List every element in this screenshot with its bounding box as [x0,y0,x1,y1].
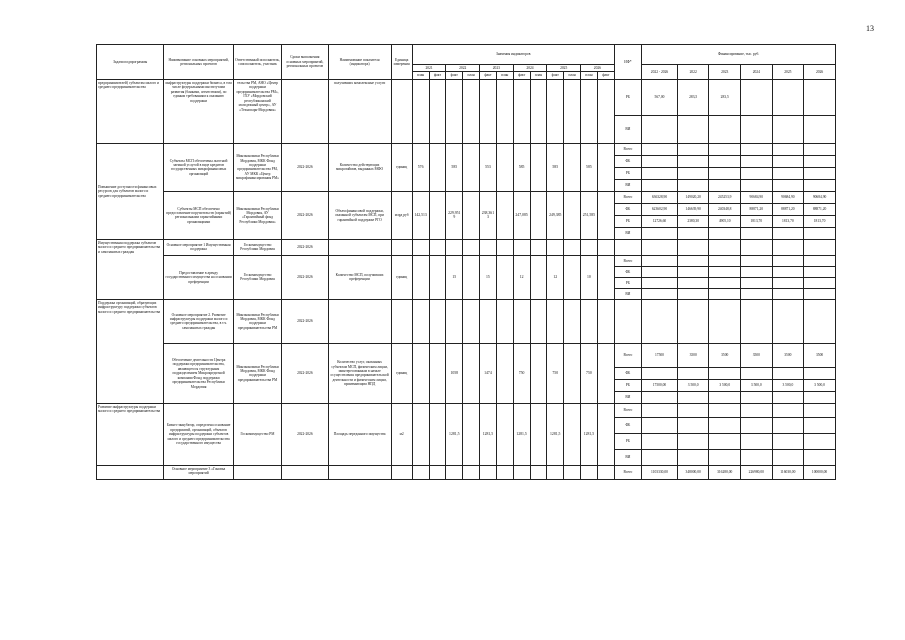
value-cell: 15 [480,255,497,299]
fin-cell: 146639,90 [677,203,709,215]
value-cell: 585 [446,143,463,191]
source-cell: Всего [614,403,641,417]
fin-cell: 3 500,0 [804,379,836,391]
fin-cell: 90684,90 [772,191,804,203]
sub-plan: план [463,72,480,79]
value-cell [597,343,614,403]
terms-cell: 2022-2026 [282,403,328,465]
event-cell: Обеспечение деятельности Центра поддержки предпринимательства, являющегося структурным подразделением Микрокредитной компании Фонд поддержки предпринимательства Республики Мордовия [164,343,233,403]
value-cell [496,343,513,403]
fin-cell: 116030,00 [772,465,804,479]
value-cell [597,191,614,239]
event-cell: Субъекты МСП обеспечены льготной заемной услугой в виде кредитов государственных микрофинансовых организаций [164,143,233,191]
resp-cell: Госкомимущество РМ [233,403,281,465]
fin-cell: 283,5 [677,79,709,115]
page-number: 13 [866,24,874,33]
source-cell: ВИ [614,179,641,191]
fin-cell: 1103330,00 [642,465,678,479]
fin-cell: 3500 [804,343,836,367]
value-cell: 1474 [480,343,497,403]
source-cell: ФБ [614,266,641,277]
source-cell: Всего [614,343,641,367]
unit-cell: единиц [391,255,412,299]
header-source: ИФ* [614,45,641,80]
fin-cell: 245253,9 [709,191,741,203]
value-cell [564,143,581,191]
task-cell: предпринимателей) субъектам малого и среднего предпринимательства [97,79,164,143]
fin-cell: 88871,20 [804,203,836,215]
sub-plan: план [412,72,429,79]
source-cell: ВИ [614,391,641,403]
value-cell [412,403,429,465]
fin-cell: 3500 [772,343,804,367]
value-cell [412,343,429,403]
unit-cell: м2 [391,403,412,465]
resp-cell: Госкомимущество Республики Мордовия [233,239,281,255]
header-task: Задачи подпрограммы [97,45,164,80]
sub-plan: план [530,72,547,79]
sub-plan: план [496,72,513,79]
indicator-cell: Количество услуг, оказанных субъектам МСП, физическим лицам, заинтересованным в начале осуществления предпринимательской деятельности и физическим лицам, применяющим НПД [328,343,391,403]
source-cell: РБ [614,379,641,391]
value-cell [463,191,480,239]
source-cell: ФБ [614,417,641,433]
value-cell: 585 [513,143,530,191]
value-cell: 249,385 [547,191,564,239]
value-cell: 247,085 [513,191,530,239]
source-cell: Всего [614,143,641,155]
resp-cell: Минэкономики Республики Мордовия, МКК Фонд поддержки предпринимательства РМ [233,343,281,403]
value-cell [597,143,614,191]
indicator-cell: Количество МСП, получивших преференции [328,255,391,299]
event-cell: Бизнес-инкубатор, определена основание предприятий, организаций, объектов инфраструктуры поддержки субъектов малого и среднего предпринимательства государственного имущества [164,403,233,465]
value-cell [429,343,446,403]
task-cell: Поддержка организаций, образующих инфраструктуру поддержки субъектов малого и среднего предпринимательства [97,299,164,403]
value-cell [496,255,513,299]
sub-fact: факт [597,72,614,79]
fin-cell: 567,00 [642,79,678,115]
fin-year: 2024 [741,65,773,80]
fin-cell: 4905,10 [709,215,741,227]
indicator-cell: получивших комплексные услуги [328,79,391,143]
value-cell: 238,3613 [480,191,497,239]
fin-year: 2023 [709,65,741,80]
value-cell [429,143,446,191]
fin-cell: 3 500,0 [677,379,709,391]
value-cell: 12 [547,255,564,299]
task-cell: Развитие инфраструктуры поддержки малого и среднего предпринимательства [97,403,164,465]
event-cell: инфраструктуры поддержки бизнеса, в том числе федеральными институтами развития (банками, агентствами), по единым требованиям к оказанию поддержки [164,79,233,143]
sub-fact: факт [480,72,497,79]
fin-cell: 1813,70 [741,215,773,227]
event-cell: Основное мероприятие 2. Развитие инфраструктуры поддержки малого и среднего предпринимательства, в т.ч. самозанятых граждан [164,299,233,343]
value-cell [429,191,446,239]
source-cell: ВИ [614,449,641,465]
resp-cell: Минэкономики Республики Мордовия, АУ «Гарантийный фонд Республики Мордовия» [233,191,281,239]
task-cell: Повышение доступности финансовых ресурсов для субъектов малого и среднего предпринимательства [97,143,164,239]
sub-fact: факт [547,72,564,79]
fin-cell: 316280,00 [709,465,741,479]
task-cell: Имущественная поддержка субъектов малого и среднего предпринимательства и самозанятых граждан [97,239,164,299]
fin-cell: 636328,90 [642,191,678,203]
sub-fact: факт [446,72,463,79]
fin-year: 2025 [772,65,804,80]
fin-cell: 88871,20 [741,203,773,215]
terms-cell: 2022-2026 [282,299,328,343]
value-cell: 229,9519 [446,191,463,239]
resp-cell: Минэкономики Республики Мордовия, МКК Фонд поддержки предпринимательства РМ [233,299,281,343]
value-cell: 750 [580,343,597,403]
table-row [97,79,836,115]
header-indicator: Наименование показателя (индикатора) [328,45,391,80]
fin-cell: 348000,00 [677,465,709,479]
value-cell: 750 [513,343,530,403]
fin-cell: 3500 [741,343,773,367]
header-terms: Сроки выполнения основных мероприятий, региональных проектов [282,45,328,80]
value-cell: 553 [480,143,497,191]
year-2023: 2023 [480,65,514,72]
value-cell [463,343,480,403]
source-cell: Всего [614,465,641,479]
value-cell [496,403,513,465]
fin-cell: 623602,90 [642,203,678,215]
header-unit: Единица измерения [391,45,412,80]
sub-plan: план [564,72,581,79]
fin-cell: 240348,8 [709,203,741,215]
value-cell [597,255,614,299]
value-cell [530,255,547,299]
value-cell: 10 [580,255,597,299]
value-cell [496,143,513,191]
fin-cell: 283,5 [709,79,741,115]
fin-cell: 100000,00 [804,465,836,479]
fin-cell: 90684,90 [741,191,773,203]
value-cell [463,403,480,465]
terms-cell: 2022-2026 [282,143,328,191]
source-cell: ФБ [614,155,641,167]
header-finance: Финансирование, тыс. руб. [642,45,836,65]
resp-cell: Госкомимущество Республики Мордовия [233,255,281,299]
value-cell: 1281,5 [547,403,564,465]
indicator-cell: Площадь переданного имущества [328,403,391,465]
fin-cell: 149020,20 [677,191,709,203]
value-cell [564,343,581,403]
fin-cell: 1813,70 [772,215,804,227]
unit-cell: единиц [391,343,412,403]
fin-cell: 17500,00 [642,379,678,391]
source-cell: РБ [614,167,641,179]
source-cell: ФБ [614,367,641,379]
source-cell: ФБ [614,203,641,215]
sub-fact: факт [429,72,446,79]
fin-cell: 3 500,0 [709,379,741,391]
value-cell [564,403,581,465]
terms-cell: 2022-2026 [282,343,328,403]
fin-cell: 12726,60 [642,215,678,227]
event-cell: Предоставление в аренду государственного имущества на основании преференции [164,255,233,299]
value-cell [530,403,547,465]
value-cell [463,255,480,299]
unit-cell: единиц [391,143,412,191]
value-cell [429,403,446,465]
fin-cell: 3500 [677,343,709,367]
indicator-cell: Объем финансовой поддержки, оказанной субъектам МСП, при гарантийной поддержке РГО [328,191,391,239]
value-cell [429,255,446,299]
fin-cell: 3500 [709,343,741,367]
source-cell: Всего [614,255,641,266]
source-cell: ВИ [614,288,641,299]
fin-cell: 17500 [642,343,678,367]
program-table [96,44,836,480]
fin-cell: 2380,30 [677,215,709,227]
header-events: Наименование основных мероприятий, региональных проектов [164,45,233,80]
source-cell: ВИ [614,227,641,239]
value-cell: 1058 [446,343,463,403]
event-cell: Субъекты МСП обеспечено предоставление поручительств (гарантий) региональными гарантийными организациями [164,191,233,239]
event-cell: Основное мероприятие 3 «Гоновка мероприятий [164,465,233,479]
unit-cell: млрд руб [391,191,412,239]
value-cell [496,191,513,239]
header-resp: Ответственный исполнитель, соисполнитель, участник [233,45,281,80]
value-cell: 585 [547,143,564,191]
fin-year: 2022 - 2026 [642,65,678,80]
sub-fact: факт [513,72,530,79]
year-2024: 2024 [513,65,547,72]
fin-cell: 88871,20 [772,203,804,215]
value-cell: 12 [513,255,530,299]
source-cell: РБ [614,79,641,115]
event-cell: Основное мероприятие 1 Имущественная поддержка [164,239,233,255]
terms-cell: 2022-2026 [282,239,328,255]
fin-cell: 90684,90 [804,191,836,203]
fin-cell: 1813,70 [804,215,836,227]
fin-year: 2026 [804,65,836,80]
source-cell: РБ [614,215,641,227]
fin-cell: 226980,00 [741,465,773,479]
sub-plan: план [580,72,597,79]
fin-cell: 3 500,0 [741,379,773,391]
fin-cell: 3 500,0 [772,379,804,391]
value-cell: 585 [580,143,597,191]
value-cell [412,255,429,299]
year-2022: 2022 [446,65,480,72]
terms-cell: 2022-2026 [282,255,328,299]
value-cell: 750 [547,343,564,403]
value-cell [597,403,614,465]
value-cell [564,191,581,239]
value-cell: 142,513 [412,191,429,239]
value-cell [530,143,547,191]
source-cell: Всего [614,191,641,203]
indicator-cell: Количество действующих микрозаймов, выданных МФО [328,143,391,191]
value-cell: 1281,5 [580,403,597,465]
year-2026: 2026 [580,65,614,72]
value-cell [564,255,581,299]
resp-cell: тельства РМ, АНО «Центр поддержки предпринимательства РМ», ГБУ «Мордовский республиканский молодежный центр», АУ «Технопарк-Мордовия» [233,79,281,143]
header-values: Значения индикаторов [412,45,614,65]
value-cell: 576 [412,143,429,191]
value-cell: 1281,5 [480,403,497,465]
value-cell: 15 [446,255,463,299]
year-2025: 2025 [547,65,581,72]
value-cell: 1281,5 [446,403,463,465]
value-cell [530,343,547,403]
year-2021: 2021 [412,65,446,72]
source-cell: РБ [614,433,641,449]
fin-year: 2022 [677,65,709,80]
source-cell: РБ [614,277,641,288]
value-cell [530,191,547,239]
resp-cell: Минэкономики Республики Мордовия, МКК Фонд поддержки предпринимательства РМ, АУ МКК «Центр микрофинансирования РМ» [233,143,281,191]
value-cell: 1281,5 [513,403,530,465]
terms-cell: 2022-2026 [282,191,328,239]
value-cell [463,143,480,191]
source-cell: ВИ [614,115,641,143]
value-cell: 251,585 [580,191,597,239]
